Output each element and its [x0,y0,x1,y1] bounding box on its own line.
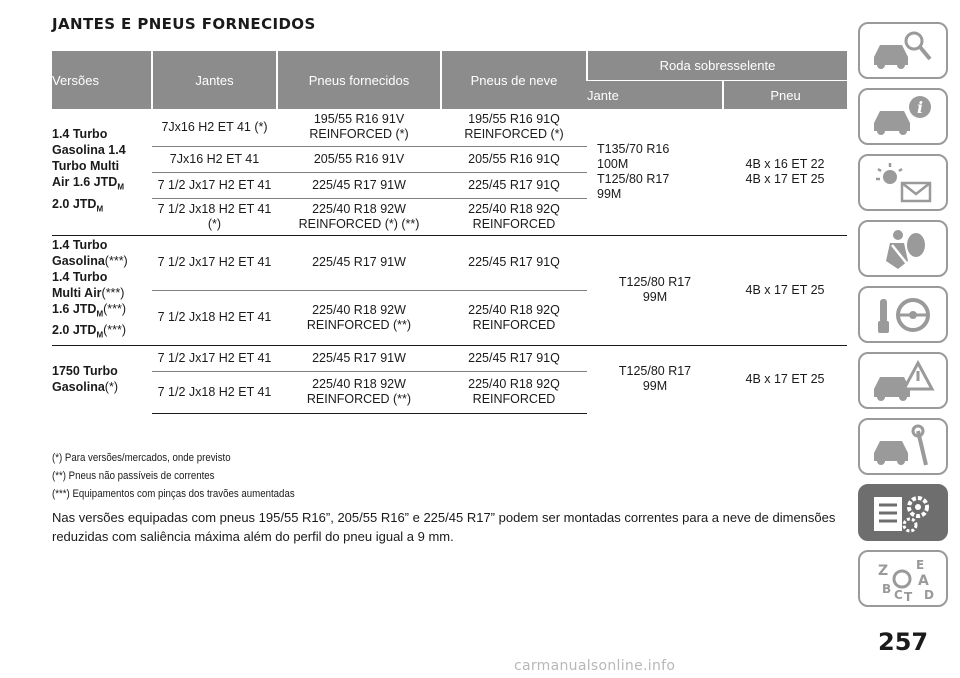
snow-tyre-text: 225/45 R17 91Q [468,350,560,365]
page-title: JANTES E PNEUS FORNECIDOS [52,15,316,33]
snow-tyre-text: REINFORCED [472,392,556,406]
rim-text: (*) [207,216,222,231]
spare-tyre-text: 4B x 17 ET 25 [745,171,825,186]
spare-rim-text: T135/70 R16 [597,141,670,156]
warning-lights-mail-icon [868,159,938,207]
tab-car-info[interactable] [858,88,948,145]
snow-tyre-text: REINFORCED (*) [464,127,564,142]
spare-rim-cell [587,109,723,235]
version-text: 1.4 Turbo [52,269,108,284]
rim-cell [152,172,277,198]
snow-tyre-text: 225/40 R18 92Q [468,201,560,216]
snow-tyre-cell [441,235,587,290]
tyre-cell [277,109,441,146]
rim-text: 7 1/2 Jx18 H2 ET 41 [157,384,272,399]
header-snow-tyres: Pneus de neve [441,51,587,109]
version-cell [52,345,152,413]
svg-text:D: D [924,587,934,602]
car-service-icon [868,423,938,471]
table-row [52,109,847,146]
rim-text: 7 1/2 Jx17 H2 ET 41 [157,350,272,365]
header-rims: Jantes [152,51,277,109]
tyre-text: REINFORCED (**) [306,392,412,406]
snow-tyre-text: 225/45 R17 91Q [468,177,560,192]
version-text: Turbo Multi [52,159,120,174]
snow-tyre-cell [441,345,587,371]
version-text: Gasolina 1.4 [52,143,126,158]
tyre-text: 225/40 R18 92W [312,377,406,391]
rim-text: 7Jx16 H2 ET 41 (*) [161,119,268,134]
spare-rim-cell [587,345,723,413]
car-warning-icon [868,357,938,405]
footnote-3: (***) Equipamentos com pinças dos travões aumentadas [52,488,295,500]
rim-text: 7 1/2 Jx18 H2 ET 41 [157,201,272,216]
version-subscript: M [117,182,124,192]
tyre-text: 225/40 R18 92W [312,201,406,216]
tyre-text: REINFORCED (*) (**) [298,216,420,231]
rim-text: 7 1/2 Jx17 H2 ET 41 [157,255,272,269]
header-spare-rim: Jante [587,81,723,110]
tab-maintenance[interactable] [858,418,948,475]
alphabetical-index-icon [868,555,938,603]
svg-text:A: A [918,572,929,589]
tab-emergency[interactable] [858,352,948,409]
tyre-text: 225/40 R18 92W [312,302,406,317]
version-subscript: M [96,330,104,340]
footnote-2: (**) Pneus não passíveis de correntes [52,470,215,482]
version-note: (***) [104,253,128,268]
spare-tyre-text: 4B x 16 ET 22 [745,156,825,171]
tab-warning-lights[interactable] [858,154,948,211]
tyre-cell [277,290,441,345]
spare-rim-text: 99M [597,186,622,201]
header-spare-wheel: Roda sobresselente [587,51,847,81]
svg-text:B: B [882,581,892,596]
rim-text: 7 1/2 Jx18 H2 ET 41 [157,310,272,324]
header-versions: Versões [52,51,152,109]
spare-tyre-cell [723,345,847,413]
snow-tyre-text: 205/55 R16 91Q [468,151,560,166]
snow-tyre-text: 195/55 R16 91Q [468,112,560,127]
snow-tyre-text: 225/45 R17 91Q [468,255,560,269]
tyre-cell [277,345,441,371]
tyres-rims-table [52,51,847,414]
version-text: 1.6 JTD [52,301,97,316]
snow-tyre-text: 225/40 R18 92Q [468,377,560,391]
version-cell [52,109,152,235]
version-text: Gasolina [52,253,105,268]
table-row [52,345,847,371]
tyre-text: 225/45 R17 91W [312,255,406,269]
rim-cell [152,290,277,345]
rim-cell [152,371,277,413]
spare-tyre-text: 4B x 17 ET 25 [745,371,825,386]
version-note: (***) [103,301,127,316]
spare-rim-text: 99M [642,379,668,394]
snow-tyre-cell [441,290,587,345]
tyre-text: 225/45 R17 91W [312,350,406,365]
snow-tyre-cell [441,172,587,198]
snow-tyre-cell [441,198,587,235]
spare-rim-text: 99M [642,290,668,304]
tab-safety[interactable] [858,220,948,277]
table-body [52,109,847,413]
version-text: 2.0 JTD [52,196,97,211]
rim-cell [152,345,277,371]
rim-cell [152,198,277,235]
tyre-text: REINFORCED (*) [309,127,409,142]
car-search-icon [868,27,938,75]
version-text: Multi Air [52,285,102,300]
svg-text:E: E [916,557,925,572]
tab-starting-driving[interactable] [858,286,948,343]
table-row [52,235,847,290]
svg-text:i: i [916,97,924,117]
spare-rim-text: T125/80 R17 [618,364,692,379]
version-cell [52,235,152,345]
version-text: 1.4 Turbo [52,127,108,142]
spare-tyre-cell [723,109,847,235]
version-subscript: M [96,309,104,318]
tyre-text: 225/45 R17 91W [312,177,406,192]
chapter-tabs [858,22,948,616]
spare-rim-text: T125/80 R17 [618,275,692,289]
version-text: 1750 Turbo [52,364,118,379]
svg-text:Z: Z [878,562,889,579]
tyre-cell [277,235,441,290]
version-note: (***) [103,323,127,337]
spare-rim-cell [587,235,723,345]
footnote-1: (*) Para versões/mercados, onde previsto [52,452,231,464]
key-steering-wheel-icon [868,291,938,339]
rim-cell [152,235,277,290]
rim-cell [152,146,277,172]
tyre-cell [277,172,441,198]
watermark-text: carmanualsonline.info [514,658,676,674]
spare-tyre-text: 4B x 17 ET 25 [745,282,825,297]
header-tyres: Pneus fornecidos [277,51,441,109]
header-spare-tyre: Pneu [723,81,847,110]
svg-text:T: T [904,589,913,603]
tyre-text: 205/55 R16 91V [313,151,405,166]
snow-tyre-text: REINFORCED [472,317,556,332]
tyre-cell [277,371,441,413]
footnotes [52,449,328,503]
tyre-cell [277,146,441,172]
tab-technical-data[interactable] [858,484,948,541]
tyre-cell [277,198,441,235]
spare-rim-text: T125/80 R17 [597,171,670,186]
rim-text: 7Jx16 H2 ET 41 [169,151,260,166]
tab-index[interactable] [858,550,948,607]
snow-tyre-cell [441,146,587,172]
version-text: Air 1.6 JTD [52,175,118,190]
airbag-seat-icon [868,225,938,273]
svg-text:C: C [894,587,903,602]
rim-text: 7 1/2 Jx17 H2 ET 41 [157,177,272,192]
version-note: (*) [104,380,118,395]
version-note: (***) [101,285,125,300]
version-text: Gasolina [52,380,105,395]
snow-tyre-text: 225/40 R18 92Q [468,302,560,317]
snow-tyre-text: REINFORCED [472,216,556,231]
tyre-text: REINFORCED (**) [306,317,412,332]
page-number: 257 [878,628,929,656]
rim-cell [152,109,277,146]
snow-tyre-cell [441,371,587,413]
car-info-icon [868,93,938,141]
technical-data-gear-icon [868,489,938,537]
spare-tyre-cell [723,235,847,345]
tab-car-search[interactable] [858,22,948,79]
snow-chains-paragraph: Nas versões equipadas com pneus 195/55 R16”, 205/55 R16” e 225/45 R17” podem ser montadas correntes para a neve de dimensões reduzidas com saliência máxima além do perfil do pneu igual a 9 mm. [52,510,836,544]
version-text: 2.0 JTD [52,323,97,337]
version-subscript: M [96,204,104,214]
version-text: 1.4 Turbo [52,237,108,252]
tyre-text: 195/55 R16 91V [313,112,405,127]
snow-tyre-cell [441,109,587,146]
spare-rim-text: 100M [597,156,629,171]
